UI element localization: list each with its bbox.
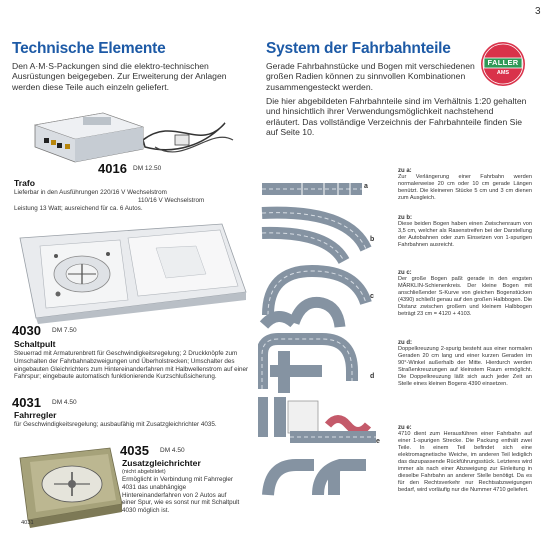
zusatz-price: DM 4.50 [160,447,185,454]
schaltpult-name: Schaltpult [14,339,56,349]
track-label-d: d [370,373,375,380]
schaltpult-price: DM 7.50 [52,327,77,334]
note-text: Der große Bogen paßt gerade in den engsten MÄRKLIN-Schienenkreis. Der kleine Bogen mit anschließender S-Kurve von gleichen Bogenstücken (4390) schließt genau auf den großen Halbbogen. Die Distanz zwischen großem und kleinem Halbbogen beträgt 23 cm = 4120 + 4103. [398,276,532,317]
trafo-desc [14,189,254,212]
track-curves-b [262,213,366,261]
track-label-c: c [370,293,374,300]
track-crossing-d [262,339,352,393]
schaltpult-image [16,216,248,324]
zusatz-name: Zusatzgleichrichter [122,458,201,468]
right-intro-2: Die hier abgebildeten Fahrbahnteile sind im Verhältnis 1:20 gehalten und hinsichtlich ihrer Verwendungsmöglichkeit nachstehend erläutert. Das vollständige Verzeichnis der Fahrbahnteile finden Sie auf Seite 10. [266,96,527,138]
note-heading: zu b: [398,215,412,221]
note-heading: zu d: [398,340,412,346]
note-heading: zu a: [398,168,412,174]
track-diagram [258,175,393,555]
page-number: 3 [535,6,541,17]
track-curves-c [264,271,366,327]
fahrregler-image [14,442,126,528]
schaltpult-desc: Steuerrad mit Armaturenbrett für Geschwindigkeitsregelung; 2 Druckknöpfe zum Umschalten der Fahrbahnabzweigungen und Überholstrecken; Umschalter des eingebauten Gleichrichters zum Hintereinanderfahren mit Halbwellenstrom auf einer Fahrspur; eingebaute automatisch funktionierende Kurzschlußsicherung. [14,350,249,381]
note-text: Zur Verlängerung einer Fahrbahn werden normalerweise 20 cm oder 10 cm gerade Längen benützt. Die kleineren Stücke 5 cm und 3 cm dienen zum Ausgleich. [398,174,532,201]
note-text: 4710 dient zum Herausführen einer Fahrbahn auf einer 1-spurigen Strecke. Die Packung enthält zwei Teile. In einem Teil befindet sich eine elektromagnetische Weiche, im anderen Teil lediglich das dazupassende Rückführungsstück. Letzteres wird immer als nach einer Abzweigung zur Einleitung in dieselbe Fahrbahn an anderer Stelle benötigt. Da es für den Rechtsverkehr nur Rechtsabzweigungen bedarf, wird vorläufig nur die Nummer 4710 geliefert. [398,431,533,493]
trafo-desc-line: 110/16 V Wechselstrom [138,196,205,204]
fahrregler-price: DM 4.50 [52,399,77,406]
track-branch-e [262,397,376,495]
trafo-price: DM 12.50 [133,165,162,172]
fahrregler-name: Fahrregler [14,410,57,420]
note-d [398,340,532,388]
left-intro: Den A·M·S-Packungen sind die elektro-technischen Ausrüstungen beigegeben. Zur Erweiterung der Anlagen werden diese Teile auch einzeln geliefert. [12,61,227,92]
trafo-number: 4016 [98,161,127,176]
left-title: Technische Elemente [12,40,166,57]
track-straights-a [262,183,362,195]
right-title: System der Fahrbahnteile [266,40,451,57]
track-label-b: b [370,236,375,243]
trafo-image [25,105,240,163]
note-e [398,425,532,494]
note-text: Diese beiden Bogen haben einen Zwischenraum von 3,5 cm, welcher als Rasenstreifen bei der Darstellung der Autobahnen oder zum Einsetzen von 1-spurigen Fahrbahnen ausreicht. [398,221,532,248]
zusatz-note: (nicht abgebildet) [122,469,166,475]
note-heading: zu e: [398,425,412,431]
track-label-e: e [376,438,380,445]
note-text: Doppelkreuzung 2-spurig besteht aus einer normalen Geraden 20 cm lang und einer kurzen Geraden im 90°-Winkel außerhalb der Mitte. Hierdurch werden Straßenkreuzungen auf kleinstem Raum ermöglicht. Die Doppelkreuzung läßt sich auch jeder Zeit an Stelle eines kleinen Bogens 4390 einsetzen. [398,346,532,387]
fahrregler-desc: für Geschwindigkeitsregelung; ausbaufähig mit Zusatzgleichrichter 4035. [14,421,217,428]
trafo-desc-line: Leistung 13 Watt; ausreichend für ca. 6 Autos. [14,204,143,212]
zusatz-number: 4035 [120,443,149,458]
note-b [398,215,532,249]
note-a [398,168,532,202]
track-label-a: a [364,183,368,190]
zusatz-desc: Ermöglicht in Verbindung mit Fahrregler 4031 das unabhängige Hintereinanderfahren von 2 Autos auf einer Spur, wie es sonst nur mit Schaltpult 4030 möglich ist. [122,476,240,515]
trafo-desc-line: Lieferbar in den Ausführungen 220/16 V Wechselstrom [14,189,167,196]
note-heading: zu c: [398,270,412,276]
schaltpult-number: 4030 [12,323,41,338]
fahrregler-number: 4031 [12,395,41,410]
faller-logo-subtext: AMS [496,70,510,76]
fahrregler-image-label: 4031 [21,520,34,526]
right-intro-1: Gerade Fahrbahnstücke und Bogen mit verschiedenen großen Radien können zu sinnvollen Kombinationen zusammengesteckt werden. [266,61,475,92]
note-c [398,270,532,318]
faller-logo-text: FALLER [487,58,519,67]
trafo-name: Trafo [14,178,36,188]
